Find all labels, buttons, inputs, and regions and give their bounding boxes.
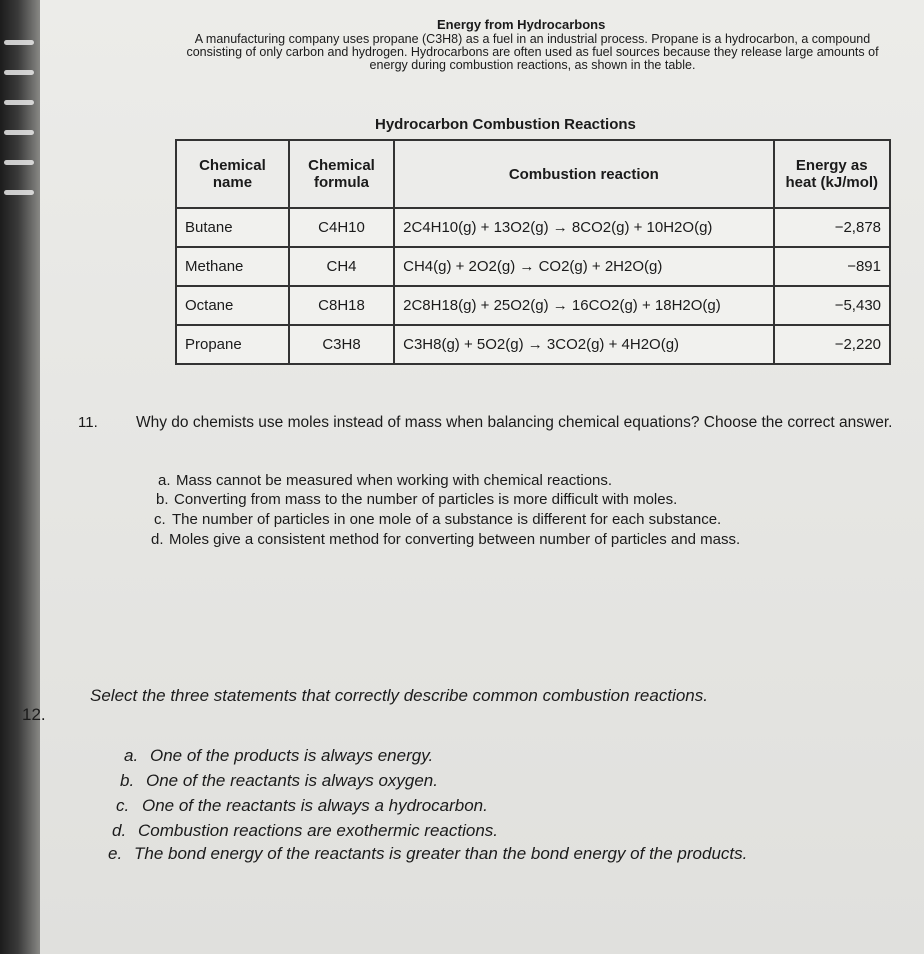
binder-ring — [4, 190, 34, 195]
cell-reaction: C3H8(g) + 5O2(g) → 3CO2(g) + 4H2O(g) — [394, 325, 773, 364]
question-12-option-c[interactable] — [116, 796, 488, 816]
header-combustion-reaction: Combustion reaction — [394, 140, 773, 208]
binder-ring — [4, 130, 34, 135]
option-letter: d. — [151, 531, 164, 548]
header-chemical-formula: Chemical formula — [289, 140, 394, 208]
cell-formula: C8H18 — [289, 286, 394, 325]
option-text: The number of particles in one mole of a substance is different for each substance. — [172, 511, 722, 528]
cell-energy: −891 — [774, 247, 890, 286]
question-11-option-c[interactable] — [154, 511, 721, 528]
header-energy: Energy as heat (kJ/mol) — [774, 140, 890, 208]
cell-energy: −2,878 — [774, 208, 890, 247]
question-11-text: Why do chemists use moles instead of mass when balancing chemical equations? Choose the correct answer. — [136, 414, 893, 431]
header-chemical-name: Chemical name — [176, 140, 289, 208]
cell-name: Butane — [176, 208, 289, 247]
question-12-text: Select the three statements that correctly describe common combustion reactions. — [90, 686, 708, 705]
table-row — [176, 247, 890, 286]
cell-formula: C4H10 — [289, 208, 394, 247]
option-letter: b. — [156, 491, 169, 508]
question-11-option-d[interactable] — [151, 531, 740, 548]
option-letter: c. — [116, 796, 130, 815]
binder-ring — [4, 100, 34, 105]
option-text: One of the reactants is always a hydrocarbon. — [142, 796, 488, 815]
cell-name: Octane — [176, 286, 289, 325]
question-11-number: 11. — [78, 414, 98, 431]
table-row — [176, 208, 890, 247]
table-title: Hydrocarbon Combustion Reactions — [375, 116, 636, 133]
question-12-option-b[interactable] — [120, 771, 438, 791]
question-11-option-b[interactable] — [156, 491, 677, 508]
combustion-table — [175, 139, 891, 365]
cell-name: Methane — [176, 247, 289, 286]
option-text: Combustion reactions are exothermic reactions. — [138, 821, 498, 840]
binder-ring — [4, 160, 34, 165]
question-12-number: 12. — [22, 705, 46, 724]
cell-reaction: CH4(g) + 2O2(g) → CO2(g) + 2H2O(g) — [394, 247, 773, 286]
option-letter: d. — [112, 821, 127, 840]
cell-reaction: 2C8H18(g) + 25O2(g) → 16CO2(g) + 18H2O(g) — [394, 286, 773, 325]
question-12-option-e[interactable] — [108, 844, 747, 864]
option-text: One of the products is always energy. — [150, 746, 434, 765]
table-row — [176, 325, 890, 364]
option-text: One of the reactants is always oxygen. — [146, 771, 438, 790]
question-12-option-d[interactable] — [112, 821, 498, 841]
cell-name: Propane — [176, 325, 289, 364]
option-text: The bond energy of the reactants is greater than the bond energy of the products. — [134, 844, 748, 863]
option-letter: a. — [124, 746, 139, 765]
cell-energy: −2,220 — [774, 325, 890, 364]
option-letter: e. — [108, 844, 123, 863]
page-title: Energy from Hydrocarbons — [437, 17, 606, 32]
table-row — [176, 286, 890, 325]
cell-formula: C3H8 — [289, 325, 394, 364]
option-text: Moles give a consistent method for converting between number of particles and mass. — [169, 531, 741, 548]
intro-paragraph: A manufacturing company uses propane (C3H8) as a fuel in an industrial process. Propane is a hydrocarbon, a compound consisting of only carbon and hydrogen. Hydrocarbons are often used as fuel sources because they release large amounts of energy during combustion reactions, as shown in the table. — [186, 32, 879, 72]
cell-energy: −5,430 — [774, 286, 890, 325]
cell-reaction: 2C4H10(g) + 13O2(g) → 8CO2(g) + 10H2O(g) — [394, 208, 773, 247]
table-header-row — [176, 140, 890, 208]
question-12-option-a[interactable] — [124, 746, 433, 766]
option-letter: c. — [154, 511, 166, 528]
option-text: Converting from mass to the number of particles is more difficult with moles. — [174, 491, 678, 508]
option-letter: b. — [120, 771, 135, 790]
cell-formula: CH4 — [289, 247, 394, 286]
binder-ring — [4, 70, 34, 75]
binder-ring — [4, 40, 34, 45]
question-11-option-a[interactable] — [158, 472, 612, 489]
option-text: Mass cannot be measured when working with chemical reactions. — [176, 472, 613, 489]
option-letter: a. — [158, 472, 171, 489]
